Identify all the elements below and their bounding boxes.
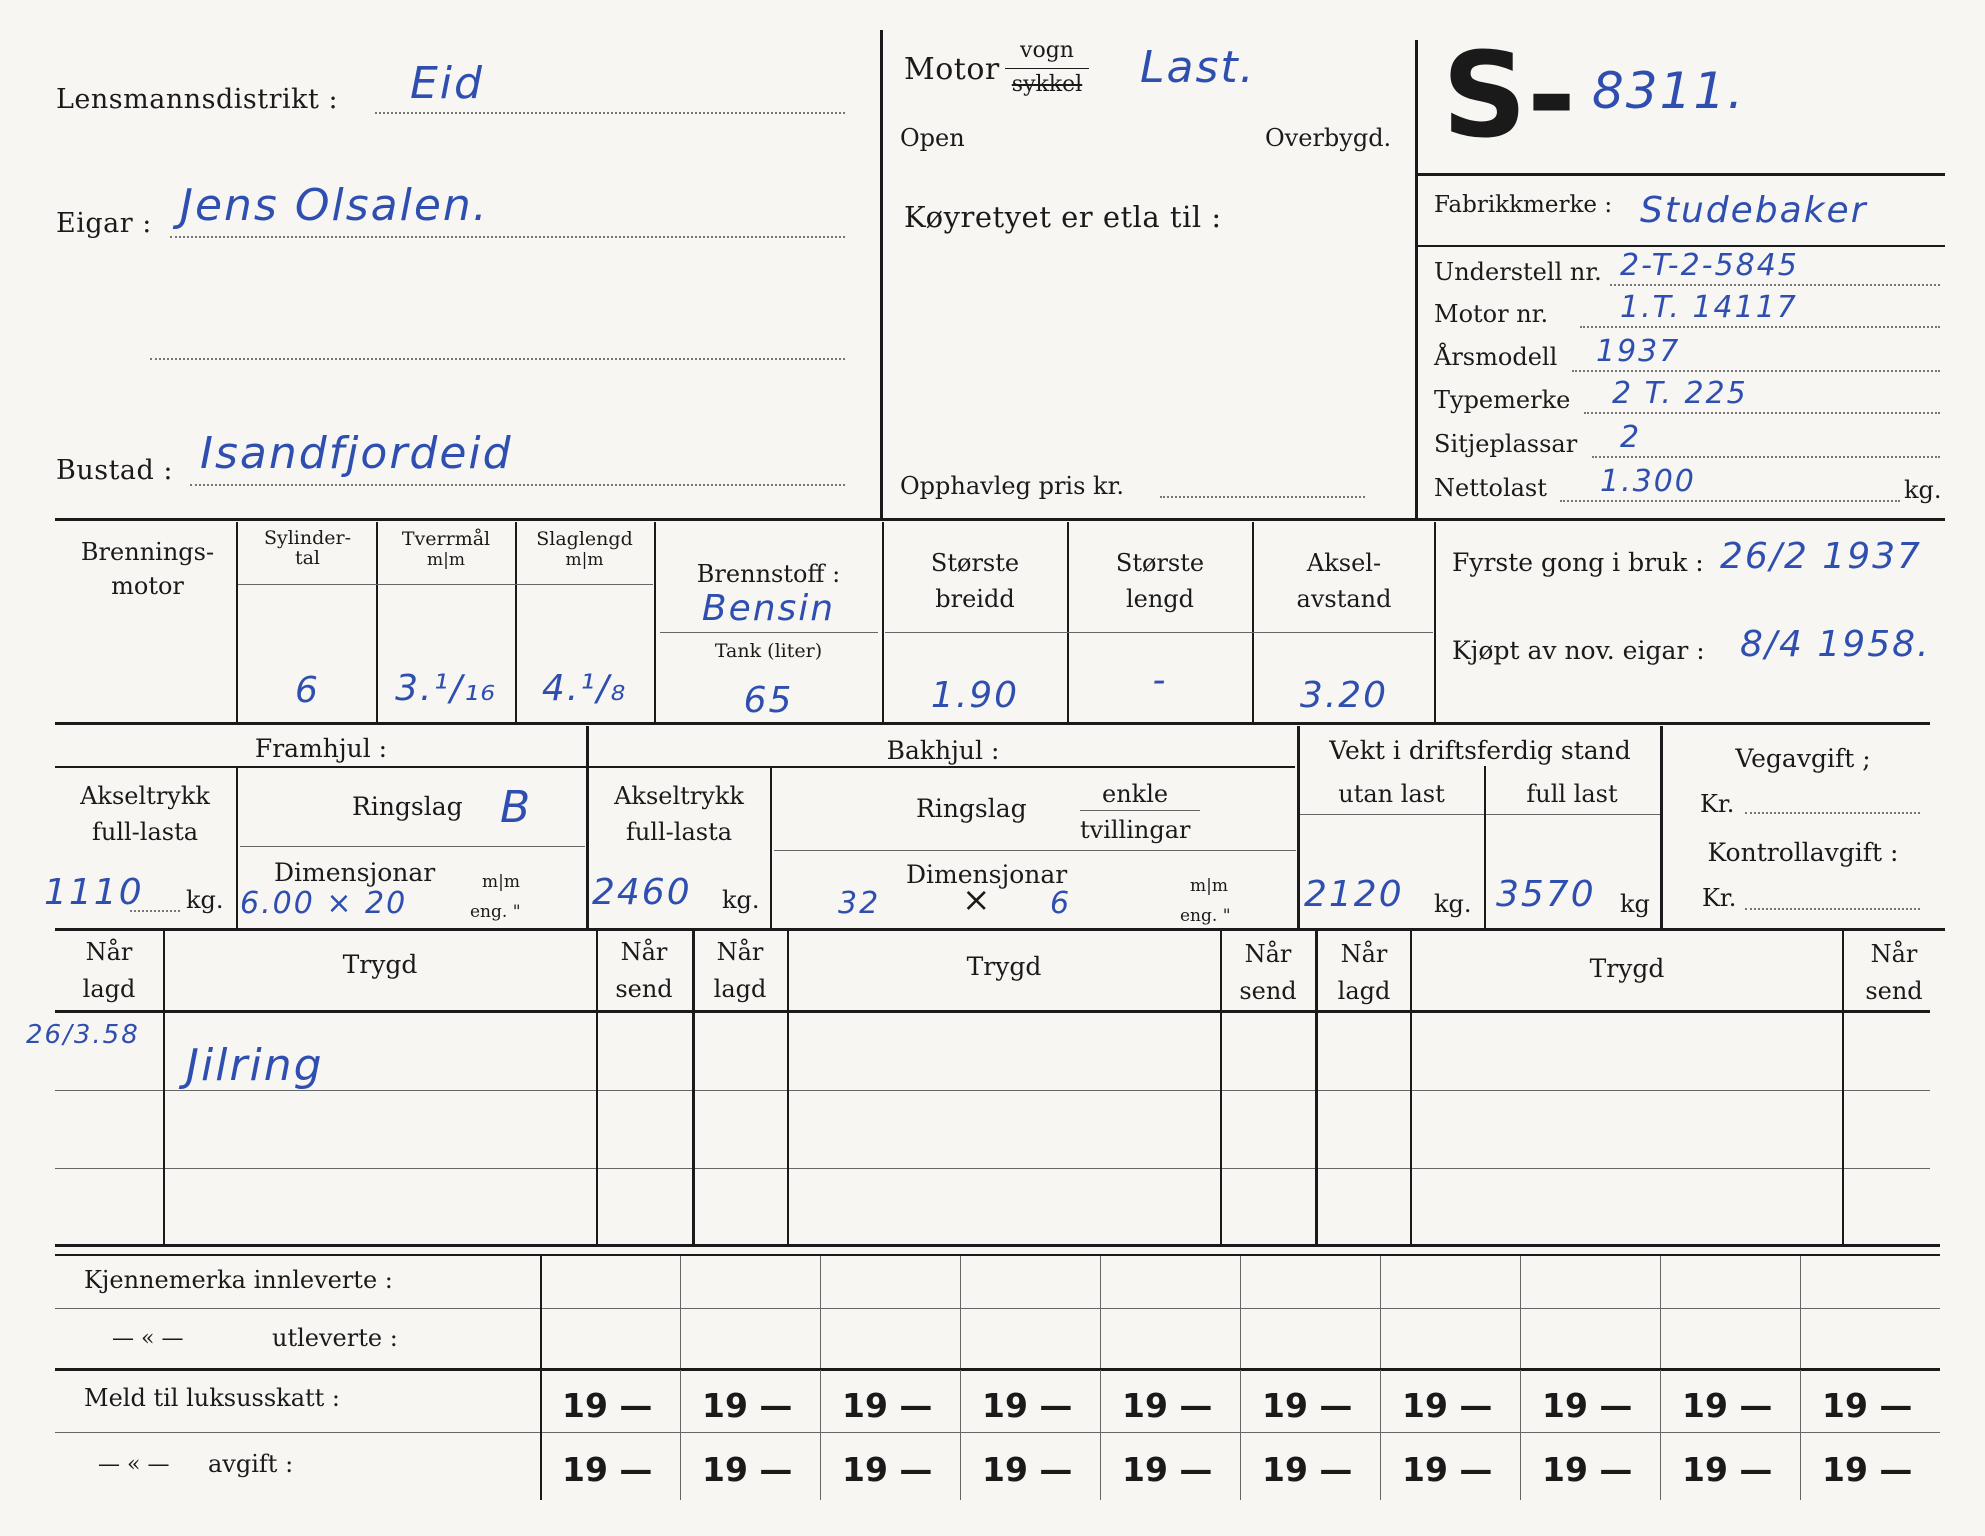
front-eng-label: eng. " (470, 902, 521, 922)
netload-dotline (1560, 500, 1900, 502)
luxury-col-10 (1800, 1370, 1801, 1500)
control-fee-dotline (1745, 908, 1920, 910)
plates-col-1 (540, 1256, 542, 1368)
first-use-value: 26/2 1937 (1720, 536, 1922, 577)
divider-top-2 (1415, 40, 1418, 520)
width-label: Største breidd (930, 549, 1020, 613)
make-value: Studebaker (1640, 190, 1868, 231)
chassis-label: Understell nr. (1434, 258, 1602, 286)
luxury-year-r1-c8: 19 — (1542, 1386, 1633, 1425)
year-dotline (1572, 370, 1940, 372)
luxury-year-r1-c3: 19 — (842, 1386, 933, 1425)
bore-value: 3.¹/₁₆ (395, 668, 497, 709)
ins-row1-date: 26/3.58 (26, 1020, 140, 1050)
luxury-col-8 (1520, 1370, 1521, 1500)
front-ring-rule (240, 846, 585, 847)
sykkel-label: sykkel (1011, 72, 1083, 97)
front-axle-label: Akseltrykk full-lasta (80, 782, 210, 846)
ins-send-2: Når send (1239, 940, 1297, 1005)
plates-mid-rule (55, 1308, 1940, 1309)
road-fee-dotline (1745, 812, 1920, 814)
enkle-label: enkle (1102, 780, 1169, 808)
reg-prefix: S- (1442, 26, 1576, 164)
plates-col-5 (1100, 1256, 1101, 1368)
weight-empty-value: 2120 (1304, 874, 1404, 915)
rear-label: Bakhjul : (886, 736, 1000, 765)
motor-no-label: Motor nr. (1434, 300, 1549, 328)
type-value: 2 T. 225 (1612, 376, 1748, 411)
ins-lagd-1: Når lagd (82, 938, 136, 1003)
luxury-fee-label: avgift : (208, 1450, 294, 1478)
axle-value: 3.20 (1299, 675, 1389, 716)
year-label: Årsmodell (1434, 343, 1558, 371)
vogn-sykkel-rule (1005, 68, 1089, 69)
luxury-col-4 (960, 1370, 961, 1500)
front-dim-label: Dimensjonar (274, 858, 436, 887)
luxury-year-r1-c7: 19 — (1402, 1386, 1493, 1425)
rear-eng-label: eng. " (1180, 906, 1231, 926)
engine-top-rule (55, 518, 1945, 521)
weight-empty-label: utan last (1338, 780, 1445, 808)
control-fee-label: Kontrollavgift : (1707, 838, 1899, 867)
insurance-row-rule-2 (55, 1168, 1930, 1169)
axle-label: Aksel- avstand (1296, 549, 1392, 613)
plates-bottom-rule (55, 1368, 1940, 1371)
ins-lagd-3: Når lagd (1337, 940, 1391, 1005)
cyl-label: Sylinder- tal (263, 527, 352, 569)
weight-full-label: full last (1526, 780, 1618, 808)
plates-col-3 (820, 1256, 821, 1368)
front-ring-value: B (500, 782, 533, 833)
front-label: Framhjul : (254, 734, 388, 763)
front-mm-label: m|m (482, 872, 520, 892)
wheels-div-3 (770, 766, 772, 928)
plates-col-9 (1660, 1256, 1661, 1368)
ins-trygd-3: Trygd (1589, 954, 1665, 983)
plates-delivered-label: Kjennemerka innleverte : (84, 1266, 393, 1294)
luxury-year-r1-c10: 19 — (1822, 1386, 1913, 1425)
luxury-year-r2-c9: 19 — (1682, 1450, 1773, 1489)
rear-axle-label: Akseltrykk full-lasta (614, 782, 744, 846)
district-value: Eid (410, 58, 484, 109)
luxury-col-3 (820, 1370, 821, 1500)
luxury-year-r1-c5: 19 — (1122, 1386, 1213, 1425)
motor-label: Motor (904, 52, 1000, 87)
rear-axle-kg: kg. (722, 886, 760, 914)
owner-label: Eigar : (56, 208, 152, 239)
front-axle-kg: kg. (186, 886, 224, 914)
netload-kg: kg. (1904, 476, 1942, 504)
plates-returned-label: utleverte : (272, 1324, 398, 1352)
insurance-header-rule (55, 1010, 1930, 1013)
length-value: - (1152, 660, 1168, 701)
plates-col-6 (1240, 1256, 1241, 1368)
address-dotline (190, 484, 845, 486)
luxury-year-r2-c4: 19 — (982, 1450, 1073, 1489)
weight-div (1484, 766, 1486, 928)
plates-col-4 (960, 1256, 961, 1368)
bore-unit: m|m (427, 550, 465, 570)
ins-row1-insurer: Jilring (186, 1040, 324, 1091)
open-label: Open (900, 124, 965, 152)
front-ring-label: Ringslag (352, 792, 463, 821)
luxury-year-r1-c1: 19 — (562, 1386, 653, 1425)
plates-col-10 (1800, 1256, 1801, 1368)
ins-trygd-2: Trygd (966, 952, 1042, 981)
weight-title: Vekt i driftsferdig stand (1329, 736, 1631, 765)
weight-empty-kg: kg. (1434, 890, 1472, 918)
luxury-ditto: — « — (98, 1452, 170, 1477)
road-fee-label: Vegavgift ; (1735, 744, 1871, 773)
luxury-report-label: Meld til luksusskatt : (84, 1384, 341, 1412)
owner-dotline-2 (150, 358, 845, 360)
width-value: 1.90 (930, 675, 1020, 716)
luxury-year-r1-c2: 19 — (702, 1386, 793, 1425)
vogn-label: vogn (1020, 38, 1074, 63)
ins-lagd-2: Når lagd (713, 938, 767, 1003)
stroke-unit: m|m (565, 550, 604, 570)
wheels-div-1 (236, 766, 238, 928)
engine-sub-rule (238, 584, 653, 585)
luxury-year-r2-c6: 19 — (1262, 1450, 1353, 1489)
fuel-value: Bensin (701, 588, 836, 629)
ins-trygd-1: Trygd (342, 950, 418, 979)
district-dotline (375, 112, 845, 114)
stroke-label: Slaglengd (536, 528, 633, 550)
wheels-bottom-rule (55, 928, 1945, 931)
reg-number: 8311. (1592, 62, 1746, 120)
motor-value: Last. (1140, 42, 1256, 93)
plates-col-7 (1380, 1256, 1381, 1368)
seats-label: Sitjeplassar (1434, 430, 1578, 458)
motor-no-value: 1.T. 14117 (1620, 290, 1798, 325)
netload-value: 1.300 (1600, 464, 1696, 499)
rear-ring-label: Ringslag (916, 794, 1027, 823)
luxury-year-r2-c8: 19 — (1542, 1450, 1633, 1489)
luxury-mid-rule (55, 1432, 1940, 1433)
make-rule (1418, 245, 1945, 247)
rear-ring-rule (774, 850, 1296, 851)
plates-ditto: — « — (112, 1326, 184, 1351)
front-axle-dotline (130, 910, 180, 912)
rear-dim-b: 6 (1050, 886, 1072, 921)
wheels-title-rule (55, 766, 1295, 768)
luxury-year-r1-c9: 19 — (1682, 1386, 1773, 1425)
luxury-year-r2-c3: 19 — (842, 1450, 933, 1489)
price-dotline (1160, 496, 1365, 498)
luxury-col-9 (1660, 1370, 1661, 1500)
insurance-row-rule-1 (55, 1090, 1930, 1091)
reg-rule (1418, 173, 1945, 176)
rear-dim-a: 32 (838, 886, 881, 921)
engine-sub-rule-2 (885, 632, 1433, 633)
chassis-value: 2-T-2-5845 (1620, 248, 1799, 283)
plates-col-8 (1520, 1256, 1521, 1368)
rear-dim-label: Dimensjonar (906, 860, 1068, 889)
plates-top-rule (55, 1254, 1940, 1256)
address-label: Bustad : (56, 455, 173, 486)
tank-label: Tank (liter) (714, 640, 823, 662)
length-label: Største lengd (1115, 549, 1205, 613)
engine-div-8 (1434, 522, 1436, 722)
price-label: Opphavleg pris kr. (900, 472, 1125, 500)
luxury-col-6 (1240, 1370, 1241, 1500)
divider-top-1 (880, 30, 883, 520)
weight-full-kg: kg (1620, 890, 1650, 918)
overbygd-label: Overbygd. (1265, 124, 1392, 152)
luxury-col-1 (540, 1370, 542, 1500)
cyl-value: 6 (295, 670, 320, 711)
luxury-year-r2-c1: 19 — (562, 1450, 653, 1489)
luxury-col-2 (680, 1370, 681, 1500)
make-label: Fabrikkmerke : (1434, 192, 1613, 218)
rear-mm-label: m|m (1190, 876, 1228, 896)
motor-no-dotline (1580, 326, 1940, 328)
luxury-year-r2-c7: 19 — (1402, 1450, 1493, 1489)
use-label: Køyretyet er etla til : (904, 200, 1222, 234)
chassis-dotline (1610, 284, 1940, 286)
rear-axle-value: 2460 (592, 872, 692, 913)
fuel-label: Brennstoff : (696, 560, 841, 588)
owner-dotline (170, 236, 845, 238)
seats-value: 2 (1620, 420, 1642, 455)
seats-dotline (1592, 456, 1940, 458)
luxury-year-r1-c6: 19 — (1262, 1386, 1353, 1425)
luxury-year-r2-c5: 19 — (1122, 1450, 1213, 1489)
luxury-year-r2-c10: 19 — (1822, 1450, 1913, 1489)
luxury-col-5 (1100, 1370, 1101, 1500)
owner-value: Jens Olsalen. (180, 180, 489, 231)
road-fee-kr: Kr. (1700, 790, 1735, 818)
bought-value: 8/4 1958. (1740, 624, 1931, 665)
bought-label: Kjøpt av nov. eigar : (1452, 636, 1705, 665)
ins-send-1: Når send (615, 938, 673, 1003)
year-value: 1937 (1596, 334, 1681, 369)
tank-value: 65 (743, 680, 794, 721)
bore-label: Tverrmål (401, 528, 491, 550)
front-dim-value: 6.00 × 20 (240, 886, 408, 921)
district-label: Lensmannsdistrikt : (56, 84, 339, 115)
luxury-year-r1-c4: 19 — (982, 1386, 1073, 1425)
first-use-label: Fyrste gong i bruk : (1452, 548, 1704, 577)
front-axle-value: 1110 (44, 872, 144, 913)
luxury-year-r2-c2: 19 — (702, 1450, 793, 1489)
rear-dim-x: × (962, 880, 991, 920)
engine-bottom-rule (55, 722, 1930, 725)
enkle-rule (1080, 810, 1200, 811)
weight-rule (1300, 814, 1660, 815)
stroke-value: 4.¹/₈ (541, 668, 628, 709)
fuel-rule (660, 632, 878, 633)
control-fee-kr: Kr. (1702, 884, 1737, 912)
weight-full-value: 3570 (1496, 874, 1596, 915)
brenning-label: Brennings- motor (80, 538, 215, 600)
plates-col-2 (680, 1256, 681, 1368)
luxury-col-7 (1380, 1370, 1381, 1500)
engine-div-1 (236, 522, 238, 722)
tvillingar-label: tvillingar (1080, 816, 1191, 844)
insurance-bottom-rule (55, 1244, 1940, 1247)
type-label: Typemerke (1434, 386, 1571, 414)
type-dotline (1584, 412, 1940, 414)
netload-label: Nettolast (1434, 474, 1547, 502)
address-value: Isandfjordeid (200, 428, 513, 479)
ins-send-3: Når send (1865, 940, 1923, 1005)
